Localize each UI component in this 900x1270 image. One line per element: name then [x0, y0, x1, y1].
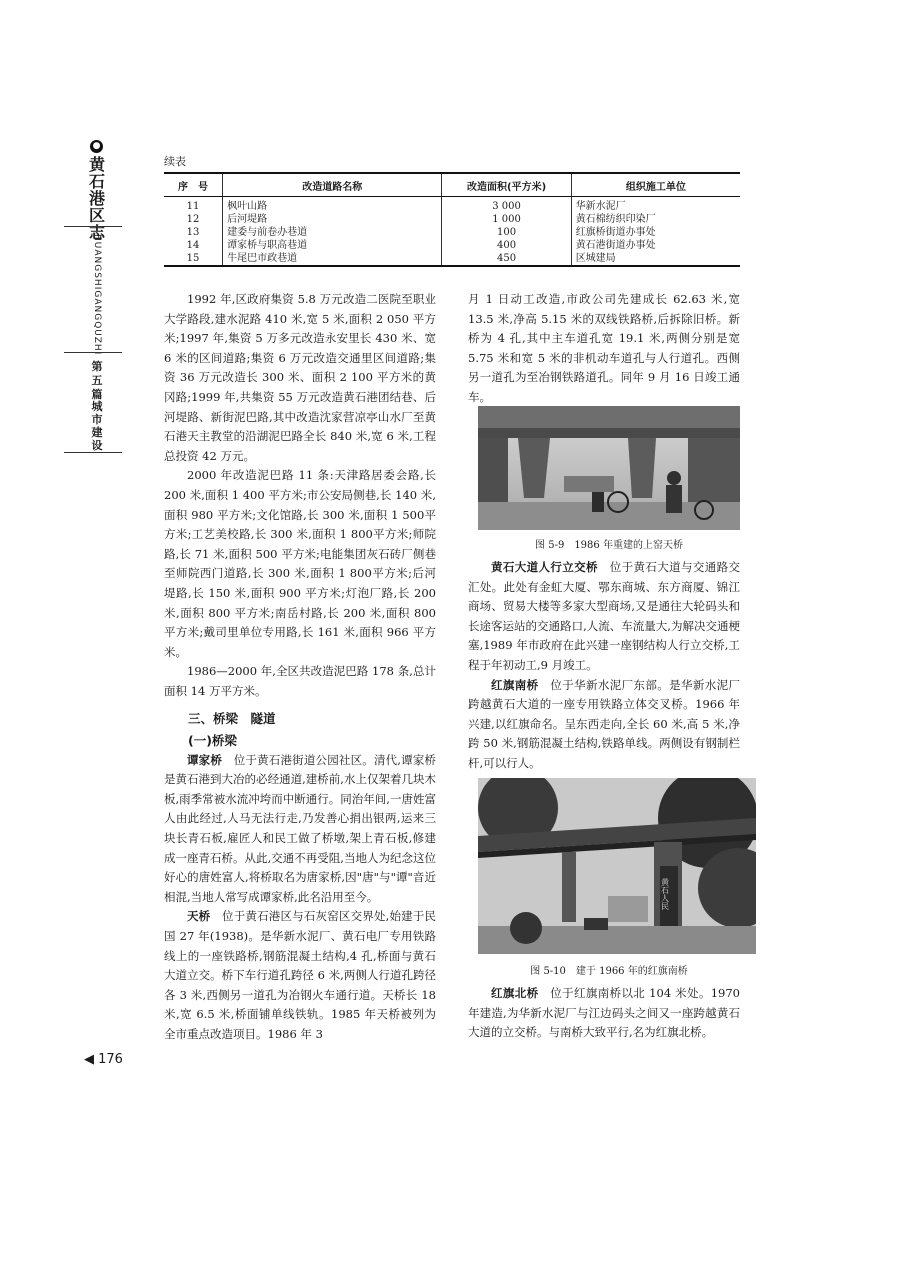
side-running-head [0, 0, 140, 1270]
term-pedestrian-bridge: 黄石大道人行立交桥 [491, 560, 598, 574]
right-column [468, 290, 740, 408]
figure-caption-5-9: 图 5-9 1986 年重建的上窑天桥 [535, 540, 683, 551]
table-row [164, 252, 740, 266]
side-divider-top [64, 226, 122, 227]
cell-unit: 红旗桥街道办事处 [575, 226, 656, 238]
book-title-latin [91, 234, 103, 356]
cell-road-name: 后河堤路 [223, 213, 442, 226]
cell-area: 450 [442, 252, 571, 266]
cell-number: 14 [164, 239, 223, 252]
right-column-bottom [468, 984, 740, 1043]
cell-road-name: 建委与前卷办巷道 [223, 226, 442, 239]
text-pedestrian-bridge: 位于黄石大道与交通路交汇处。此处有金虹大厦、鄂东商城、东方商厦、锦江商场、贸易大楼等多家大型商场,又是通往大轮码头和长途客运站的交通路口,人流、车流量大,为解决交通梗塞,1989 年市政府在此兴建一座钢结构人行立交桥,工程于年初动工,9 月竣工。 [468, 560, 740, 672]
paragraph-1992-roads: 1992 年,区政府集资 5.8 万元改造二医院至职业大学路段,建水泥路 410 米,宽 5 米,面积 2 050 平方米;1997 年,集资 5 万多元改造永安里长 430 米、宽 6 米的区间道路;集资 6 万元改造交通里区间道路;集资 36 万元改造长 300 米、面积 2 100 平方米的黄冈路;1999 年,共集资 55 万元改造黄石港团结巷、后河堤路、新街泥巴路,其中改造沈家营凉亭山水厂至黄石港天主教堂的沿湖泥巴路全长 840 米,宽 6 米,工程总投资 42 万元。 [164, 292, 436, 463]
section-heading-bridges-tunnels: 三、桥梁 隧道 [188, 711, 276, 727]
paragraph-tanjia-bridge [164, 751, 436, 908]
paragraph-pedestrian-bridge [468, 558, 740, 676]
cell-area: 400 [442, 239, 571, 252]
page-number-text: 176 [98, 1052, 123, 1067]
cell-number: 12 [164, 213, 223, 226]
chapter-label: 第五篇 [91, 360, 103, 401]
cell-number: 13 [164, 226, 223, 239]
col-header-number: 序 号 [164, 173, 223, 197]
term-overpass: 天桥 [187, 909, 211, 924]
table-header-row [164, 173, 740, 197]
table-row [164, 213, 740, 226]
page-arrow-icon: ◀ [84, 1052, 94, 1067]
figure-caption-5-10: 图 5-10 建于 1966 年的红旗南桥 [530, 966, 688, 977]
paragraph-hongqi-south-bridge [468, 676, 740, 774]
term-hongqi-north-bridge: 红旗北桥 [491, 986, 539, 1000]
paragraph-overpass [164, 907, 436, 1044]
cell-area: 100 [442, 226, 571, 239]
section-label: 城市建设 [91, 400, 103, 452]
cell-area: 1 000 [442, 213, 571, 226]
cell-number: 15 [164, 252, 223, 266]
text-hongqi-south-bridge: 位于华新水泥厂东部。是华新水泥厂跨越黄石大道的一座专用铁路立体交叉桥。1966 年兴建,以红旗命名。呈东西走向,全长 60 米,高 5 米,净跨 50 米,钢筋混凝土结构,铁路单线。两侧设有钢制栏杆,可以行人。 [468, 677, 740, 770]
photo-shangyao-overpass [478, 406, 740, 530]
cell-road-name: 枫叶山路 [223, 197, 442, 214]
paragraph-1986-2000-summary: 1986—2000 年,全区共改造泥巴路 178 条,总计面积 14 万平方米。 [164, 664, 436, 698]
table-row [164, 197, 740, 214]
road-renovation-table [164, 172, 740, 267]
side-divider-bottom [64, 452, 122, 453]
subsection-heading-bridges: (一)桥梁 [188, 733, 237, 749]
paragraph-hongqi-north-bridge [468, 984, 740, 1043]
book-title-latin-text: HUANGSHIGANGQUZHI [92, 234, 102, 356]
cell-unit: 华新水泥厂 [575, 200, 626, 212]
text-tanjia-bridge: 位于黄石港街道公园社区。清代,谭家桥是黄石港到大冶的必经通道,建桥前,水上仅架着几块木板,雨季常被水流冲垮而中断通行。同治年间,一唐姓富人由此经过,人马无法行走,乃发善心捐出银两,运来三块长青石板,雇匠人和民工做了桥墩,架上青石板,修建成一座青石桥。从此,交通不再受阻,当地人为纪念这位好心的唐姓富人,将桥取名为唐家桥,因"唐"与"谭"音近相混,当地人常写成谭家桥,此名沿用至今。 [164, 752, 437, 904]
cell-road-name: 谭家桥与职高巷道 [223, 239, 442, 252]
photo-hongqi-south-bridge [478, 778, 756, 954]
text-overpass: 位于黄石港区与石灰窑区交界处,始建于民国 27 年(1938)。是华新水泥厂、黄石电厂专用铁路线上的一座铁路桥,钢筋混凝土结构,4 孔,桥面与黄石大道立交。桥下车行道孔跨径 6 米,两侧人行道孔跨径各 3 米,西侧另一道孔为冶钢火车通行道。天桥长 18 米,宽 6.5 米,桥面铺单线铁轨。1985 年天桥被列为全市重点改造项目。1986 年 3 [164, 909, 437, 1041]
side-divider-middle [64, 352, 122, 353]
cell-unit: 区城建局 [571, 252, 740, 266]
paragraph-overpass-continued: 月 1 日动工改造,市政公司先建成长 62.63 米,宽 13.5 米,净高 5.15 米的双线铁路桥,后拆除旧桥。新桥为 4 孔,其中主车道孔宽 19.1 米,两侧分别是宽 5.75 米和宽 5 米的非机动车道孔与人行道孔。西侧另一道孔为至冶钢铁路道孔。同年 9 月 16 日竣工通车。 [468, 292, 740, 404]
table-continued-label: 续表 [164, 155, 186, 168]
photo-shangyao-overpass-image [478, 406, 740, 530]
cell-unit: 黄石棉纺织印染厂 [575, 213, 656, 225]
term-tanjia-bridge: 谭家桥 [187, 752, 223, 767]
photo-hongqi-south-bridge-image [478, 778, 756, 954]
book-logo-icon: ● [90, 140, 103, 153]
cell-unit: 黄石港街道办事处 [575, 239, 656, 251]
cell-road-name: 牛尾巴市政巷道 [223, 252, 442, 266]
table-row [164, 239, 740, 252]
cell-number: 11 [164, 197, 223, 214]
cell-area: 3 000 [442, 197, 571, 214]
col-header-area: 改造面积(平方米) [442, 173, 571, 197]
page-number [84, 1052, 123, 1067]
paragraph-2000-roads: 2000 年改造泥巴路 11 条:天津路居委会路,长 200 米,面积 1 400 平方米;市公安局侧巷,长 140 米,面积 980 平方米;文化馆路,长 300 米,面积 1 500平方米;工艺美校路,长 300 米,面积 1 800平方米;师院路,长 71 米,面积 500 平方米;电能集团灰石砖厂侧巷至师院西门道路,长 300 米,面积 1 800平方米;后河堤路,长 150 米,面积 900 平方米;灯泡厂路,长 200 米,面积 800 平方米;南岳村路,长 200 米,面积 800 平方米;戴司里单位专用路,长 161 米,面积 966 平方米。 [164, 468, 436, 659]
term-hongqi-south-bridge: 红旗南桥 [491, 677, 539, 692]
left-column [164, 290, 436, 1045]
overpass-sign-text: 黄石人民 [660, 878, 670, 910]
table-row [164, 226, 740, 239]
text-hongqi-north-bridge: 位于红旗南桥以北 104 米处。1970 年建造,为华新水泥厂与江边码头之间又一座跨越黄石大道的立交桥。与南桥大致平行,名为红旗北桥。 [468, 986, 740, 1040]
book-title-vertical: 黄石港区志 [88, 155, 105, 242]
right-column-middle [468, 558, 740, 774]
col-header-unit: 组织施工单位 [571, 173, 740, 197]
col-header-road-name: 改造道路名称 [223, 173, 442, 197]
